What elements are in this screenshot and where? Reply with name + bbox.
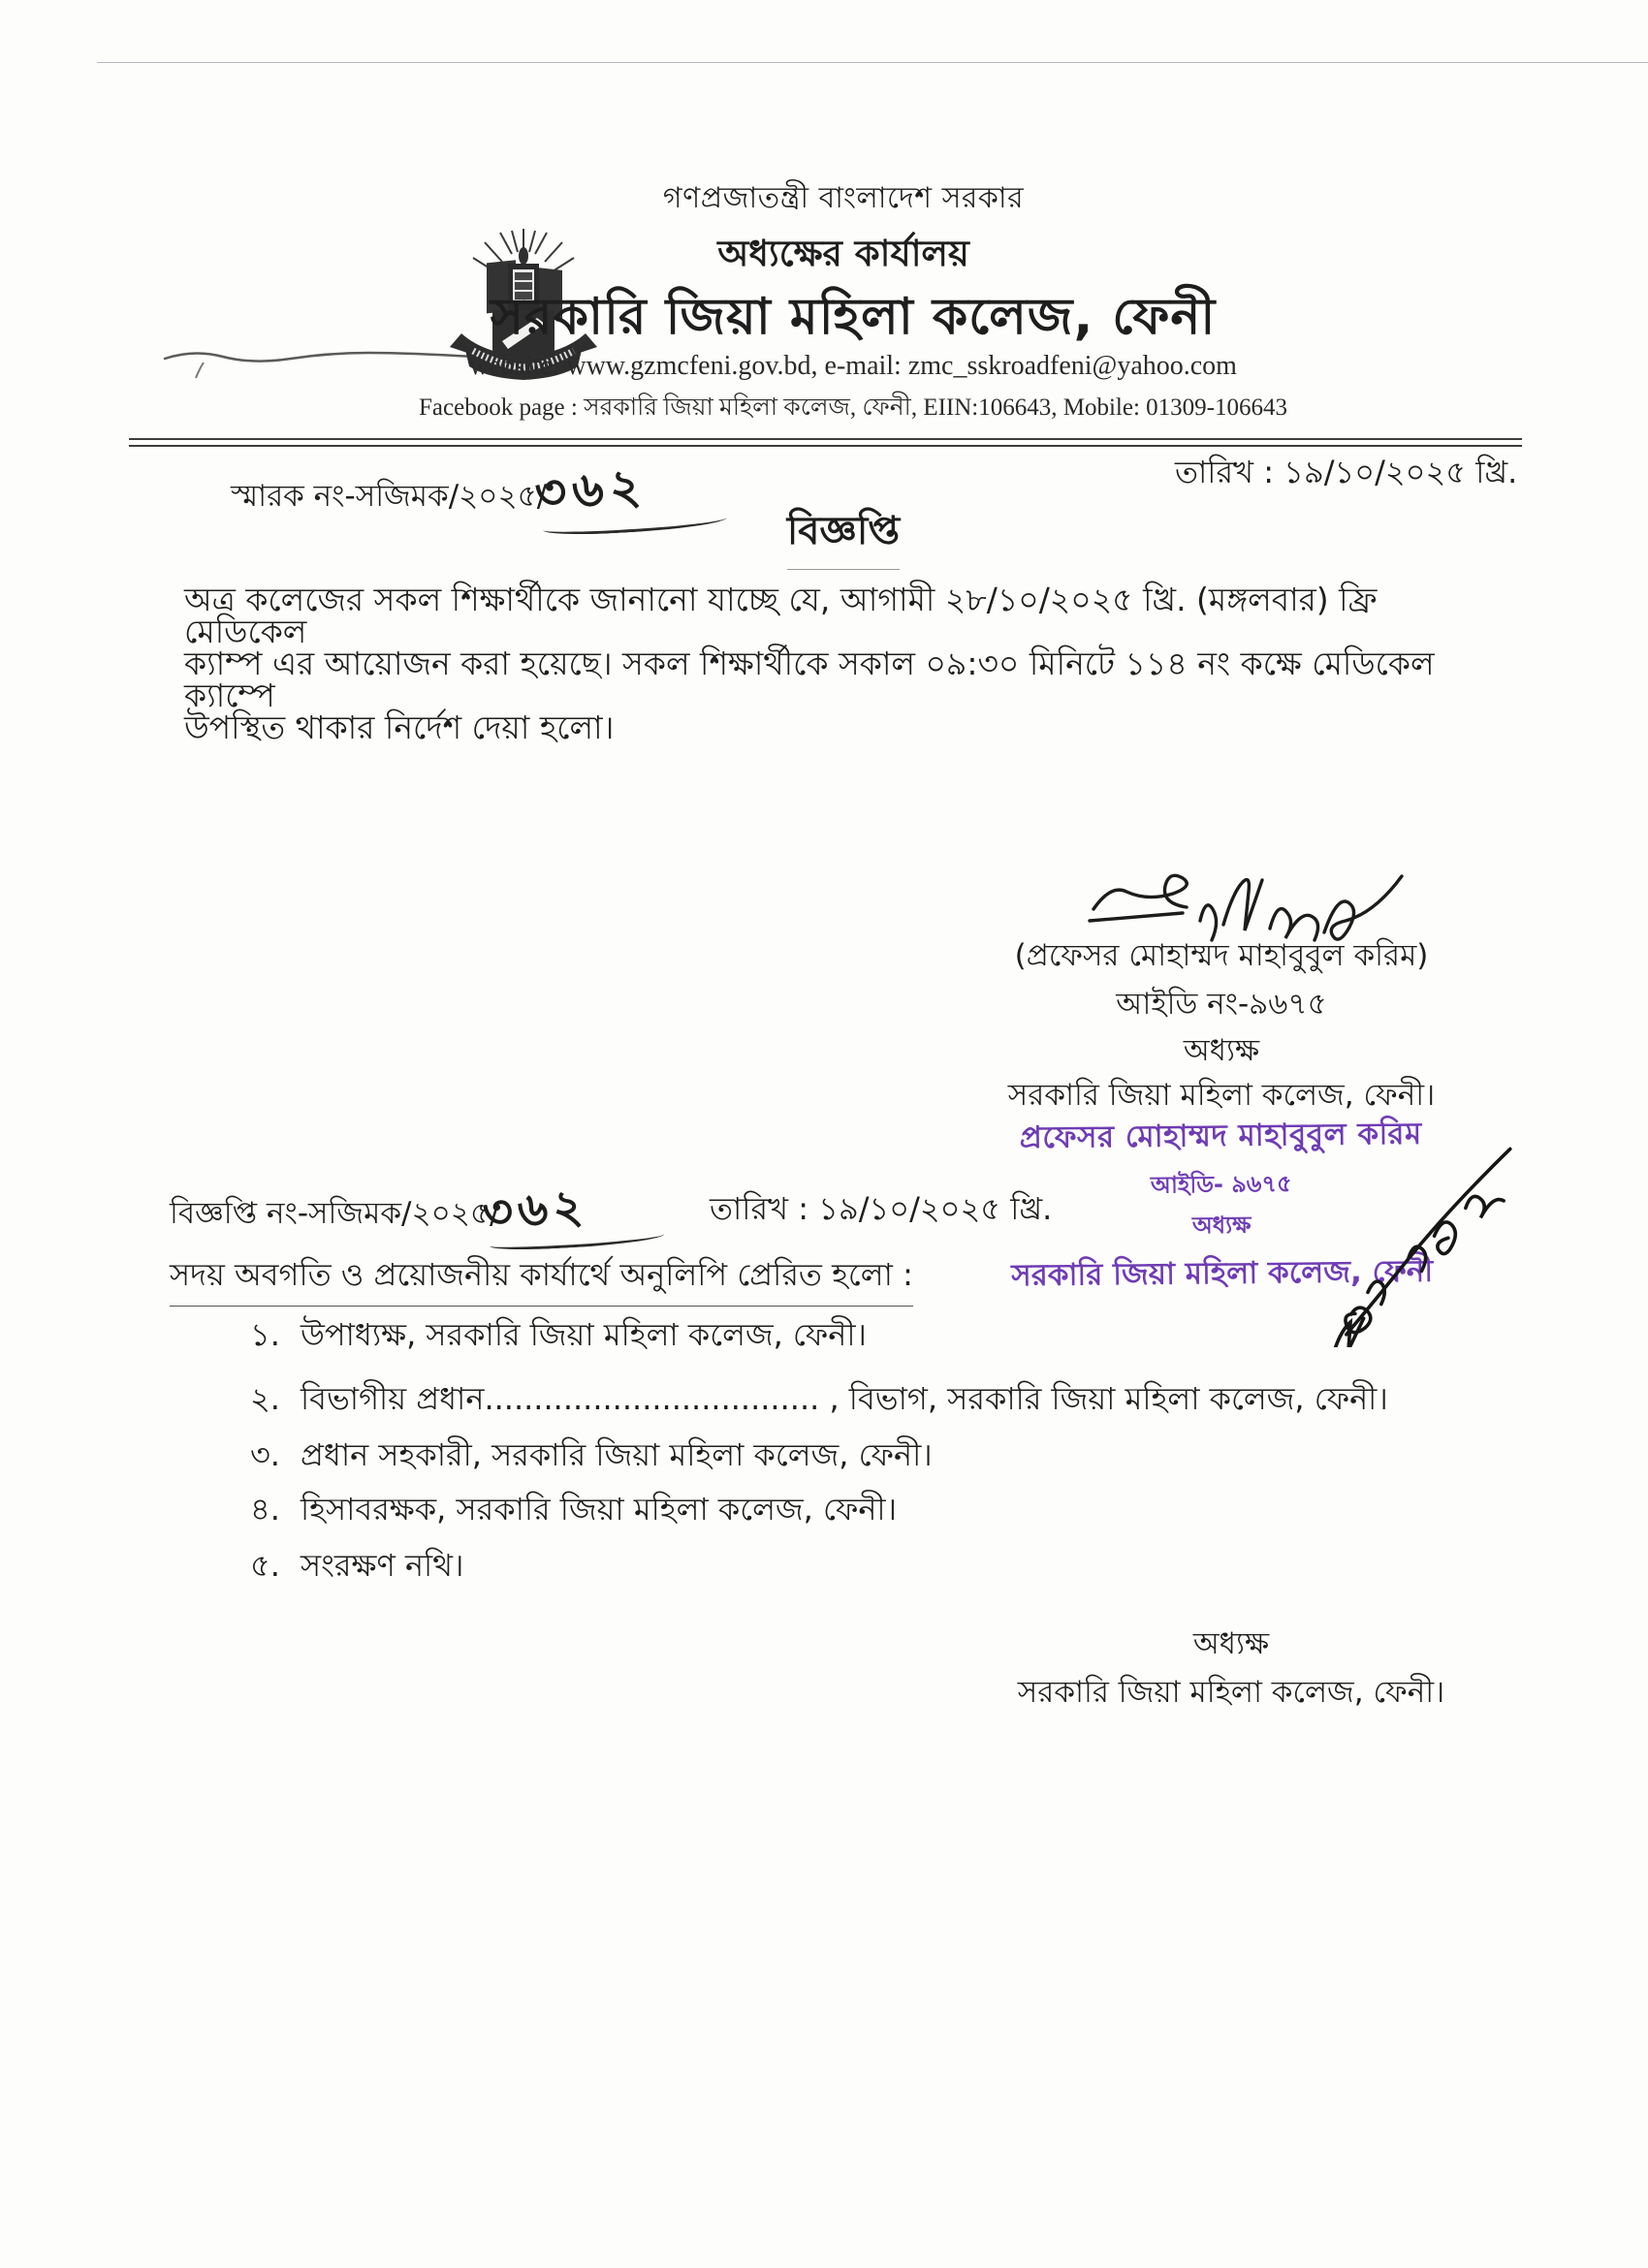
- item-text: প্রধান সহকারী, সরকারি জিয়া মহিলা কলেজ, ফেনী।: [301, 1436, 933, 1473]
- memo-date: তারিখ : ১৯/১০/২০২৫ খ্রি.: [1175, 454, 1518, 490]
- body-line-3: উপস্থিত থাকার নির্দেশ দেয়া হলো।: [184, 709, 615, 746]
- notice-title: বিজ্ঞপ্তি: [0, 500, 1648, 570]
- stamp-id: আইডি- ৯৬৭৫: [1150, 1170, 1292, 1199]
- signatory-id: আইডি নং-৯৬৭৫: [1116, 987, 1327, 1022]
- notice-ref-handwritten: ৩৬২: [480, 1179, 590, 1241]
- stamp-designation: অধ্যক্ষ: [1191, 1211, 1252, 1240]
- college-name: সরকারি জিয়া মহিলা কলেজ, ফেনী: [490, 288, 1217, 346]
- contact-line: website: www.gzmcfeni.gov.bd, e-mail: zmc_sskroadfeni@yahoo.com: [469, 351, 1237, 381]
- item-number: ৪.: [250, 1491, 280, 1528]
- signatory-name: (প্রফেসর মোহাম্মদ মাহাবুবুল করিম): [1014, 938, 1429, 973]
- body-line-2: ক্যাম্প এর আয়োজন করা হয়েছে। সকল শিক্ষার্থীকে সকাল ০৯:৩০ মিনিটে ১১৪ নং কক্ষে মেডিকেল ক্যাম্পে: [184, 645, 1435, 714]
- memo-number-handwritten: ৩৬২: [532, 457, 650, 521]
- item-text: সংরক্ষণ নথি।: [301, 1547, 464, 1584]
- copy-to-heading: সদয় অবগতি ও প্রয়োজনীয় কার্যার্থে অনুলিপি প্রেরিত হলো :: [170, 1250, 913, 1307]
- copy-list-item: [250, 1541, 1462, 1593]
- notice-ref-date: তারিখ : ১৯/১০/২০২৫ খ্রি.: [710, 1190, 1053, 1227]
- item-text: বিভাগীয় প্রধান.................................. , বিভাগ, সরকারি জিয়া মহিলা কলেজ, ফেনী।: [301, 1380, 1388, 1417]
- footer-institution: সরকারি জিয়া মহিলা কলেজ, ফেনী।: [1017, 1675, 1445, 1710]
- copy-list-item: [250, 1310, 1462, 1363]
- govt-line: গণপ্রজাতন্ত্রী বাংলাদেশ সরকার: [662, 181, 1025, 215]
- item-number: ৩.: [250, 1436, 280, 1473]
- signatory-designation: অধ্যক্ষ: [1183, 1033, 1260, 1068]
- notice-ref-label: বিজ্ঞপ্তি নং-সজিমক/২০২৫/: [170, 1196, 500, 1231]
- facebook-line: Facebook page : সরকারি জিয়া মহিলা কলেজ, ফেনী, EIIN:106643, Mobile: 01309-106643: [419, 394, 1287, 421]
- item-number: ৫.: [250, 1547, 280, 1584]
- copy-list-item: [250, 1431, 1462, 1483]
- item-number: ১.: [250, 1316, 280, 1353]
- header-divider: [129, 438, 1522, 447]
- stamp-institution: সরকারি জিয়া মহিলা কলেজ, ফেনী: [1011, 1253, 1434, 1294]
- item-text: উপাধ্যক্ষ, সরকারি জিয়া মহিলা কলেজ, ফেনী।: [301, 1316, 867, 1353]
- memo-number-label: স্মারক নং-সজিমক/২০২৫/: [231, 479, 548, 514]
- body-line-1: অত্র কলেজের সকল শিক্ষার্থীকে জানানো যাচ্ছে যে, আগামী ২৮/১০/২০২৫ খ্রি. (মঙ্গলবার) ফ্রি মেডিকেল: [184, 581, 1378, 650]
- footer-designation: অধ্যক্ষ: [1192, 1626, 1270, 1661]
- stamp-name: প্রফেসর মোহাম্মদ মাহাবুবুল করিম: [1019, 1116, 1422, 1156]
- item-text: হিসাবরক্ষক, সরকারি জিয়া মহিলা কলেজ, ফেনী।: [301, 1491, 898, 1528]
- scan-artifact-line: [97, 62, 1648, 63]
- office-line: অধ্যক্ষের কার্যালয়: [717, 233, 969, 274]
- item-number: ২.: [250, 1380, 280, 1417]
- signatory-institution: সরকারি জিয়া মহিলা কলেজ, ফেনী।: [1007, 1078, 1436, 1113]
- copy-list-item: [250, 1374, 1462, 1427]
- copy-list-item: [250, 1485, 1462, 1537]
